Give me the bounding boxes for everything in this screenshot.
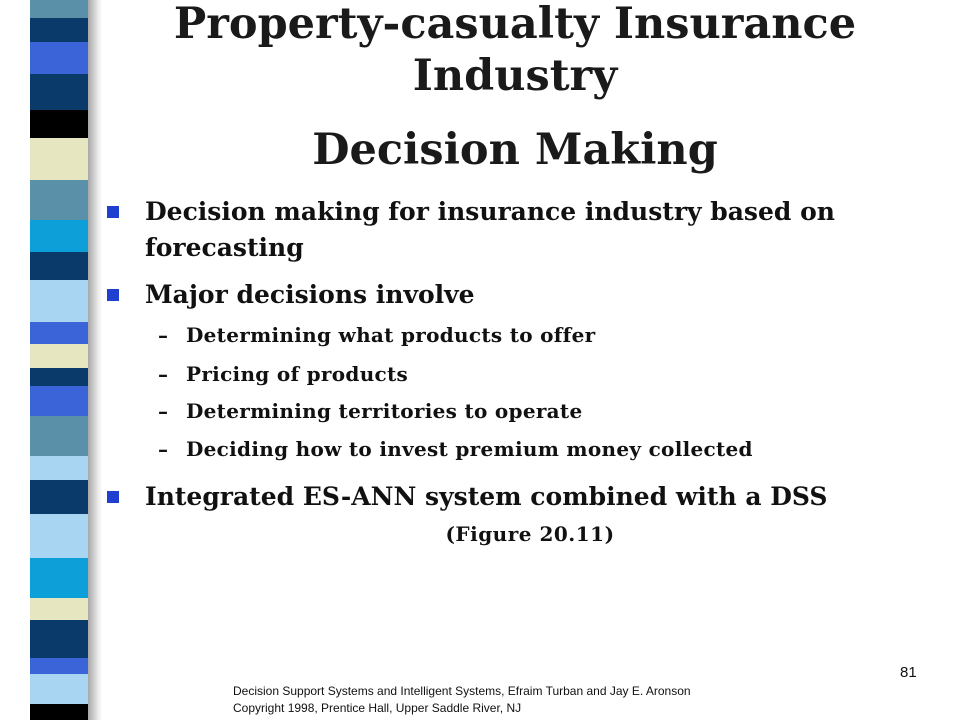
slide-subtitle: Decision Making <box>312 125 718 175</box>
bullet-item: Decision making for insurance industry based on forecasting <box>145 197 835 262</box>
sub-bullet-text: Determining what products to offer <box>186 323 596 347</box>
sub-bullet-item <box>158 434 918 464</box>
slide-title: Property-casualty Insurance Industry <box>173 0 857 101</box>
dash-icon: – <box>158 323 169 347</box>
dash-icon: – <box>158 399 169 423</box>
figure-reference: (Figure 20.11) <box>445 522 615 546</box>
page-number: 81 <box>900 664 917 681</box>
bullet-square-icon <box>107 491 119 503</box>
bullet-square-icon <box>107 289 119 301</box>
footer-line: Copyright 1998, Prentice Hall, Upper Saddle River, NJ <box>233 701 522 715</box>
footer-citation <box>233 683 833 717</box>
sub-bullet-item <box>158 396 918 426</box>
dash-icon: – <box>158 437 169 461</box>
sub-bullet-text: Determining territories to operate <box>186 399 583 423</box>
sub-bullet-item <box>158 320 918 350</box>
sub-bullet-item <box>158 359 918 389</box>
bullet-square-icon <box>107 206 119 218</box>
bullet-item: Integrated ES-ANN system combined with a DSS <box>145 482 828 511</box>
dash-icon: – <box>158 362 169 386</box>
sub-bullet-text: Pricing of products <box>186 362 409 386</box>
bullet-item: Major decisions involve <box>145 280 475 309</box>
sub-bullet-text: Deciding how to invest premium money collected <box>186 437 753 461</box>
footer-line: Decision Support Systems and Intelligent Systems, Efraim Turban and Jay E. Aronson <box>233 684 691 698</box>
